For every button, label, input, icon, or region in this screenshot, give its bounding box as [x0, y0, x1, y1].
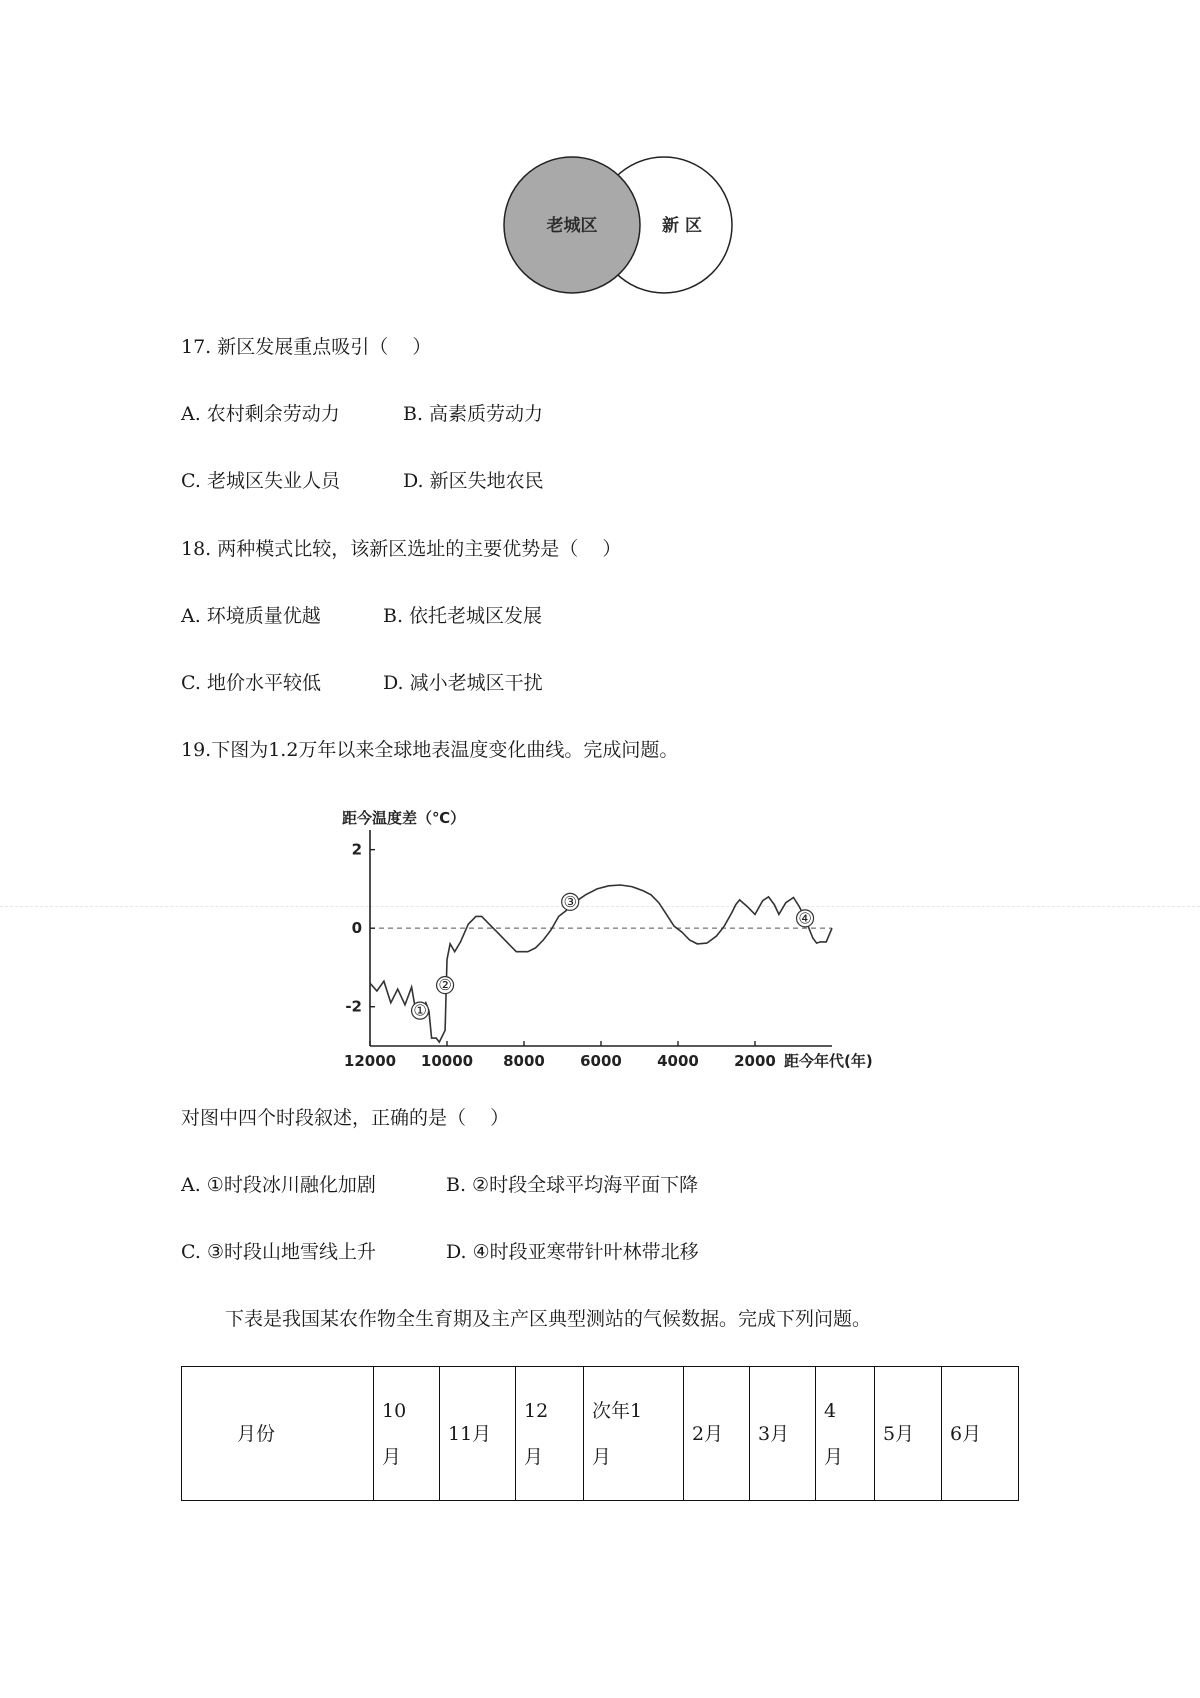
cell-text: 次年1 [592, 1399, 643, 1422]
period-marker-label: ② [438, 976, 452, 995]
question-17-stem: 17. 新区发展重点吸引（ ） [181, 336, 432, 358]
table-cell-dec [516, 1367, 584, 1501]
question-18-stem: 18. 两种模式比较，该新区选址的主要优势是（ ） [181, 538, 622, 560]
chart-y-axis-label: 距今温度差（℃） [342, 809, 466, 827]
x-tick-label: 12000 [343, 1052, 397, 1070]
table-header-row [182, 1367, 1019, 1501]
table-cell-oct [374, 1367, 440, 1501]
x-tick-label: 8000 [503, 1052, 545, 1070]
question-17-option-a: A. 农村剩余劳动力 [181, 403, 340, 425]
cell-text: 月份 [237, 1422, 276, 1445]
temperature-curve [370, 885, 832, 1042]
question-19-option-d: D. ④时段亚寒带针叶林带北移 [446, 1241, 699, 1263]
cell-text: 6月 [950, 1422, 982, 1445]
climate-data-table [181, 1366, 1019, 1501]
period-marker [797, 909, 814, 927]
period-marker [562, 893, 579, 911]
table-cell-mar [750, 1367, 816, 1501]
x-tick-label: 10000 [420, 1052, 474, 1070]
question-19-option-b: B. ②时段全球平均海平面下降 [446, 1174, 699, 1196]
question-17-option-c: C. 老城区失业人员 [181, 470, 340, 492]
chart-x-axis-label: 距今年代(年) [784, 1052, 873, 1070]
temperature-change-chart [330, 800, 910, 1072]
cell-text: 12 [524, 1399, 549, 1422]
table-cell-nov [440, 1367, 516, 1501]
question-17-option-d: D. 新区失地农民 [403, 470, 544, 492]
question-19-stem: 对图中四个时段叙述，正确的是（ ） [181, 1107, 510, 1129]
y-tick-label: 2 [351, 840, 362, 859]
table-intro: 下表是我国某农作物全生育期及主产区典型测站的气候数据。完成下列问题。 [225, 1308, 872, 1330]
y-tick-label: -2 [345, 997, 362, 1016]
cell-text: 4 [824, 1399, 837, 1422]
period-marker-label: ① [413, 1001, 427, 1020]
question-18-option-b: B. 依托老城区发展 [383, 605, 543, 627]
cell-text: 月 [524, 1445, 544, 1468]
table-cell-may [875, 1367, 942, 1501]
question-18-option-c: C. 地价水平较低 [181, 672, 321, 694]
new-district-label: 新 区 [662, 216, 702, 236]
cell-text: 5月 [883, 1422, 915, 1445]
y-tick-label: 0 [351, 919, 362, 938]
question-18-option-d: D. 减小老城区干扰 [383, 672, 543, 694]
period-marker [437, 976, 454, 994]
table-cell-month-label [182, 1367, 374, 1501]
cell-text: 月 [382, 1445, 402, 1468]
question-19-option-a: A. ①时段冰川融化加剧 [181, 1174, 376, 1196]
x-tick-label: 4000 [657, 1052, 699, 1070]
cell-text: 3月 [758, 1422, 790, 1445]
question-17-option-b: B. 高素质劳动力 [403, 403, 544, 425]
period-marker-label: ③ [563, 892, 577, 911]
cell-text: 10 [382, 1399, 407, 1422]
city-district-venn-diagram [500, 150, 740, 300]
cell-text: 月 [824, 1445, 844, 1468]
x-tick-label: 2000 [734, 1052, 776, 1070]
table-cell-feb [684, 1367, 750, 1501]
cell-text: 月 [592, 1445, 612, 1468]
question-18-option-a: A. 环境质量优越 [181, 605, 321, 627]
question-19-option-c: C. ③时段山地雪线上升 [181, 1241, 376, 1263]
table-cell-jun [942, 1367, 1019, 1501]
period-marker [412, 1002, 429, 1020]
period-marker-label: ④ [798, 909, 812, 928]
old-district-label: 老城区 [546, 216, 598, 236]
question-19-intro: 19.下图为1.2万年以来全球地表温度变化曲线。完成问题。 [181, 739, 679, 761]
table-cell-apr [816, 1367, 875, 1501]
table-cell-jan-next-year [584, 1367, 684, 1501]
cell-text: 2月 [692, 1422, 724, 1445]
cell-text: 11月 [448, 1422, 492, 1445]
x-tick-label: 6000 [580, 1052, 622, 1070]
